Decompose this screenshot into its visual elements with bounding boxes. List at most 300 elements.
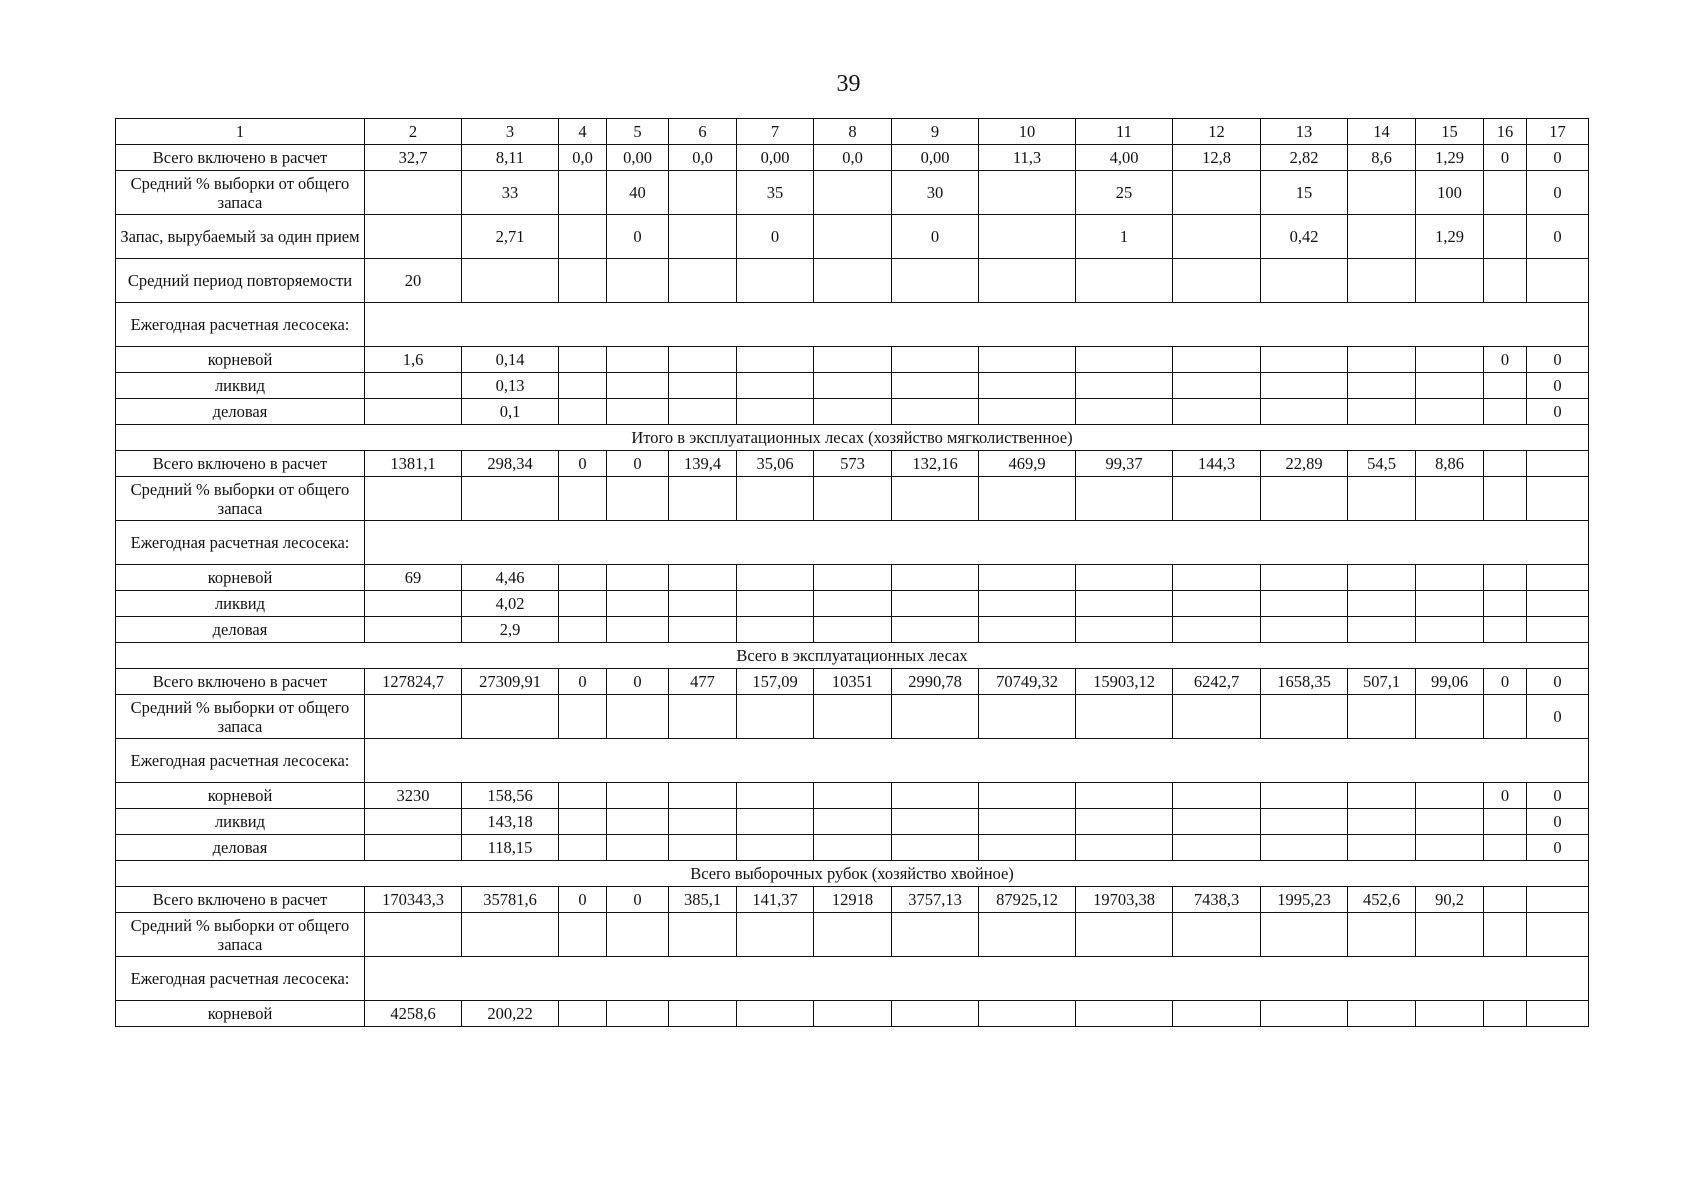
table-cell bbox=[814, 617, 892, 643]
row-label: Средний % выборки от общего запаса bbox=[116, 477, 365, 521]
table-cell bbox=[1416, 809, 1484, 835]
table-cell bbox=[607, 913, 669, 957]
table-cell bbox=[559, 373, 607, 399]
table-cell: 11,3 bbox=[979, 145, 1076, 171]
row-label: Ежегодная расчетная лесосека: bbox=[116, 739, 365, 783]
subheading-row bbox=[116, 957, 1589, 1001]
table-cell bbox=[814, 259, 892, 303]
table-cell: 298,34 bbox=[462, 451, 559, 477]
table-cell bbox=[979, 695, 1076, 739]
table-cell: 2990,78 bbox=[892, 669, 979, 695]
table-cell bbox=[814, 783, 892, 809]
table-cell bbox=[1416, 835, 1484, 861]
table-cell bbox=[1484, 591, 1527, 617]
table-cell bbox=[1261, 617, 1348, 643]
table-cell bbox=[979, 259, 1076, 303]
table-cell bbox=[1348, 783, 1416, 809]
table-cell: 469,9 bbox=[979, 451, 1076, 477]
table-row bbox=[116, 451, 1589, 477]
table-cell: 0,42 bbox=[1261, 215, 1348, 259]
table-cell bbox=[1076, 1001, 1173, 1027]
table-cell bbox=[559, 809, 607, 835]
table-cell bbox=[1348, 913, 1416, 957]
table-cell bbox=[1173, 259, 1261, 303]
column-number-cell: 4 bbox=[559, 119, 607, 145]
table-cell bbox=[892, 783, 979, 809]
table-cell bbox=[559, 1001, 607, 1027]
table-cell bbox=[1076, 913, 1173, 957]
table-row bbox=[116, 591, 1589, 617]
table-cell bbox=[979, 565, 1076, 591]
table-cell: 8,6 bbox=[1348, 145, 1416, 171]
table-cell: 0,14 bbox=[462, 347, 559, 373]
table-cell bbox=[979, 783, 1076, 809]
table-cell: 90,2 bbox=[1416, 887, 1484, 913]
column-number-cell: 3 bbox=[462, 119, 559, 145]
table-cell bbox=[1261, 347, 1348, 373]
table-row bbox=[116, 259, 1589, 303]
table-row bbox=[116, 809, 1589, 835]
merged-empty-cell bbox=[365, 521, 1589, 565]
table-row bbox=[116, 215, 1589, 259]
table-cell: 20 bbox=[365, 259, 462, 303]
table-cell bbox=[1484, 373, 1527, 399]
table-cell bbox=[669, 617, 737, 643]
table-cell bbox=[1173, 565, 1261, 591]
table-cell: 2,9 bbox=[462, 617, 559, 643]
table-cell bbox=[365, 399, 462, 425]
table-cell: 0 bbox=[1484, 783, 1527, 809]
table-cell bbox=[1076, 617, 1173, 643]
table-row bbox=[116, 565, 1589, 591]
table-cell bbox=[814, 347, 892, 373]
table-cell bbox=[892, 347, 979, 373]
section-header-row bbox=[116, 643, 1589, 669]
table-cell bbox=[1348, 171, 1416, 215]
table-cell: 0,00 bbox=[737, 145, 814, 171]
table-cell: 100 bbox=[1416, 171, 1484, 215]
table-cell: 144,3 bbox=[1173, 451, 1261, 477]
table-cell: 170343,3 bbox=[365, 887, 462, 913]
table-cell bbox=[1173, 617, 1261, 643]
table-cell bbox=[1416, 783, 1484, 809]
table-cell bbox=[669, 695, 737, 739]
column-number-cell: 5 bbox=[607, 119, 669, 145]
table-cell bbox=[607, 835, 669, 861]
table-cell: 4,00 bbox=[1076, 145, 1173, 171]
table-cell bbox=[607, 783, 669, 809]
table-cell bbox=[462, 477, 559, 521]
table-cell: 0,00 bbox=[892, 145, 979, 171]
table-cell bbox=[1076, 591, 1173, 617]
row-label: Средний % выборки от общего запаса bbox=[116, 695, 365, 739]
table-cell bbox=[1173, 835, 1261, 861]
table-cell bbox=[1416, 259, 1484, 303]
table-cell: 12918 bbox=[814, 887, 892, 913]
table-cell bbox=[1484, 887, 1527, 913]
row-label: Средний период повторяемости bbox=[116, 259, 365, 303]
table-cell bbox=[1416, 477, 1484, 521]
table-cell bbox=[1261, 1001, 1348, 1027]
table-cell bbox=[1261, 591, 1348, 617]
table-cell bbox=[1416, 695, 1484, 739]
forest-calculation-table bbox=[115, 118, 1589, 1027]
table-cell bbox=[559, 695, 607, 739]
table-cell bbox=[669, 259, 737, 303]
table-cell: 3757,13 bbox=[892, 887, 979, 913]
table-cell bbox=[737, 1001, 814, 1027]
table-cell bbox=[1484, 259, 1527, 303]
table-cell: 69 bbox=[365, 565, 462, 591]
table-cell bbox=[462, 259, 559, 303]
table-row bbox=[116, 477, 1589, 521]
table-cell bbox=[607, 809, 669, 835]
table-cell: 0 bbox=[892, 215, 979, 259]
table-cell bbox=[559, 477, 607, 521]
table-cell bbox=[365, 215, 462, 259]
table-cell bbox=[814, 399, 892, 425]
subheading-row bbox=[116, 303, 1589, 347]
table-cell: 0,1 bbox=[462, 399, 559, 425]
table-cell: 1,6 bbox=[365, 347, 462, 373]
table-cell bbox=[979, 399, 1076, 425]
table-cell: 0 bbox=[607, 215, 669, 259]
table-cell: 0 bbox=[607, 669, 669, 695]
table-cell bbox=[814, 809, 892, 835]
table-cell: 8,11 bbox=[462, 145, 559, 171]
row-label: Ежегодная расчетная лесосека: bbox=[116, 521, 365, 565]
table-cell bbox=[1416, 1001, 1484, 1027]
table-cell bbox=[607, 347, 669, 373]
table-cell bbox=[365, 809, 462, 835]
table-cell bbox=[1173, 399, 1261, 425]
table-cell: 99,37 bbox=[1076, 451, 1173, 477]
table-cell bbox=[1348, 809, 1416, 835]
table-cell bbox=[365, 477, 462, 521]
row-label: Всего включено в расчет bbox=[116, 669, 365, 695]
table-cell bbox=[737, 913, 814, 957]
table-cell bbox=[737, 783, 814, 809]
table-cell bbox=[669, 373, 737, 399]
table-cell: 0 bbox=[1527, 783, 1589, 809]
table-cell bbox=[669, 783, 737, 809]
merged-empty-cell bbox=[365, 957, 1589, 1001]
table-cell bbox=[1527, 617, 1589, 643]
table-cell bbox=[1348, 565, 1416, 591]
subheading-row bbox=[116, 739, 1589, 783]
table-cell: 6242,7 bbox=[1173, 669, 1261, 695]
table-cell bbox=[1076, 399, 1173, 425]
table-cell bbox=[559, 591, 607, 617]
table-cell: 0 bbox=[559, 451, 607, 477]
column-number-cell: 11 bbox=[1076, 119, 1173, 145]
table-cell bbox=[1261, 695, 1348, 739]
table-cell bbox=[1527, 1001, 1589, 1027]
table-cell bbox=[1261, 783, 1348, 809]
table-cell: 30 bbox=[892, 171, 979, 215]
table-cell bbox=[669, 347, 737, 373]
table-cell bbox=[1173, 913, 1261, 957]
table-cell bbox=[814, 215, 892, 259]
table-cell: 0 bbox=[1484, 145, 1527, 171]
table-cell bbox=[1416, 399, 1484, 425]
table-cell bbox=[1261, 835, 1348, 861]
table-cell: 32,7 bbox=[365, 145, 462, 171]
table-cell bbox=[607, 591, 669, 617]
table-cell: 0 bbox=[559, 887, 607, 913]
table-cell bbox=[979, 591, 1076, 617]
table-cell bbox=[1173, 809, 1261, 835]
table-cell bbox=[559, 913, 607, 957]
table-cell bbox=[1484, 451, 1527, 477]
table-cell bbox=[1484, 695, 1527, 739]
table-cell bbox=[1076, 835, 1173, 861]
table-cell: 27309,91 bbox=[462, 669, 559, 695]
table-cell: 200,22 bbox=[462, 1001, 559, 1027]
table-cell: 70749,32 bbox=[979, 669, 1076, 695]
table-cell bbox=[892, 259, 979, 303]
table-cell bbox=[1076, 695, 1173, 739]
table-cell bbox=[1484, 1001, 1527, 1027]
column-number-cell: 7 bbox=[737, 119, 814, 145]
table-cell bbox=[669, 591, 737, 617]
row-label: Всего включено в расчет bbox=[116, 451, 365, 477]
table-cell bbox=[1348, 591, 1416, 617]
table-cell: 25 bbox=[1076, 171, 1173, 215]
table-cell: 1658,35 bbox=[1261, 669, 1348, 695]
table-cell bbox=[1261, 809, 1348, 835]
table-cell bbox=[814, 913, 892, 957]
table-cell: 0 bbox=[1484, 669, 1527, 695]
table-cell: 132,16 bbox=[892, 451, 979, 477]
table-cell bbox=[607, 617, 669, 643]
row-label: деловая bbox=[116, 835, 365, 861]
row-label: ликвид bbox=[116, 373, 365, 399]
table-cell: 2,82 bbox=[1261, 145, 1348, 171]
table-cell: 3230 bbox=[365, 783, 462, 809]
table-cell bbox=[1484, 477, 1527, 521]
row-label: Ежегодная расчетная лесосека: bbox=[116, 303, 365, 347]
column-number-cell: 10 bbox=[979, 119, 1076, 145]
table-cell bbox=[1348, 373, 1416, 399]
table-cell: 118,15 bbox=[462, 835, 559, 861]
row-label: корневой bbox=[116, 565, 365, 591]
table-cell bbox=[559, 835, 607, 861]
row-label: ликвид bbox=[116, 809, 365, 835]
table-cell bbox=[979, 373, 1076, 399]
table-row bbox=[116, 145, 1589, 171]
table-cell bbox=[814, 835, 892, 861]
table-cell bbox=[559, 783, 607, 809]
table-cell bbox=[1484, 835, 1527, 861]
table-cell bbox=[1348, 477, 1416, 521]
table-cell bbox=[365, 171, 462, 215]
table-cell bbox=[737, 259, 814, 303]
table-cell: 0 bbox=[1527, 695, 1589, 739]
column-number-cell: 14 bbox=[1348, 119, 1416, 145]
table-cell bbox=[737, 591, 814, 617]
section-title: Всего в эксплуатационных лесах bbox=[116, 643, 1589, 669]
table-cell bbox=[892, 373, 979, 399]
table-cell: 0,0 bbox=[814, 145, 892, 171]
table-cell: 0 bbox=[607, 451, 669, 477]
table-cell bbox=[1076, 783, 1173, 809]
table-cell bbox=[892, 1001, 979, 1027]
table-cell bbox=[1173, 783, 1261, 809]
section-header-row bbox=[116, 425, 1589, 451]
table-cell bbox=[1261, 565, 1348, 591]
table-cell bbox=[737, 347, 814, 373]
table-cell bbox=[559, 565, 607, 591]
table-cell bbox=[559, 617, 607, 643]
table-cell bbox=[1527, 565, 1589, 591]
table-row bbox=[116, 669, 1589, 695]
table-cell: 127824,7 bbox=[365, 669, 462, 695]
table-cell: 1381,1 bbox=[365, 451, 462, 477]
table-cell bbox=[892, 591, 979, 617]
column-number-cell: 17 bbox=[1527, 119, 1589, 145]
column-number-row bbox=[116, 119, 1589, 145]
page-number: 39 bbox=[836, 71, 861, 97]
table-cell bbox=[365, 695, 462, 739]
table-cell bbox=[1416, 347, 1484, 373]
table-cell bbox=[607, 259, 669, 303]
table-cell bbox=[1173, 591, 1261, 617]
row-label: корневой bbox=[116, 1001, 365, 1027]
table-cell bbox=[1484, 809, 1527, 835]
table-cell bbox=[892, 399, 979, 425]
table-cell: 0,0 bbox=[669, 145, 737, 171]
table-cell bbox=[1076, 347, 1173, 373]
table-cell: 2,71 bbox=[462, 215, 559, 259]
table-row bbox=[116, 171, 1589, 215]
table-cell bbox=[1416, 373, 1484, 399]
table-cell bbox=[979, 171, 1076, 215]
table-cell: 0,0 bbox=[559, 145, 607, 171]
table-cell bbox=[979, 809, 1076, 835]
section-header-row bbox=[116, 861, 1589, 887]
table-cell: 157,09 bbox=[737, 669, 814, 695]
table-cell bbox=[1527, 591, 1589, 617]
column-number-cell: 12 bbox=[1173, 119, 1261, 145]
table-cell: 35,06 bbox=[737, 451, 814, 477]
column-number-cell: 1 bbox=[116, 119, 365, 145]
table-cell bbox=[814, 1001, 892, 1027]
table-cell bbox=[814, 373, 892, 399]
table-cell bbox=[669, 399, 737, 425]
section-title: Итого в эксплуатационных лесах (хозяйство мягколиственное) bbox=[116, 425, 1589, 451]
table-cell bbox=[1261, 259, 1348, 303]
table-cell bbox=[1416, 913, 1484, 957]
table-cell bbox=[737, 695, 814, 739]
table-cell: 7438,3 bbox=[1173, 887, 1261, 913]
table-cell bbox=[1527, 451, 1589, 477]
column-number-cell: 16 bbox=[1484, 119, 1527, 145]
row-label: корневой bbox=[116, 783, 365, 809]
table-cell: 1,29 bbox=[1416, 215, 1484, 259]
column-number-cell: 15 bbox=[1416, 119, 1484, 145]
table-cell: 40 bbox=[607, 171, 669, 215]
table-cell bbox=[737, 565, 814, 591]
table-cell bbox=[1173, 373, 1261, 399]
column-number-cell: 2 bbox=[365, 119, 462, 145]
row-label: Средний % выборки от общего запаса bbox=[116, 913, 365, 957]
table-cell bbox=[979, 347, 1076, 373]
table-cell bbox=[607, 565, 669, 591]
table-row bbox=[116, 887, 1589, 913]
table-cell bbox=[1348, 1001, 1416, 1027]
table-cell bbox=[669, 913, 737, 957]
table-cell: 0 bbox=[1527, 145, 1589, 171]
table-cell: 0 bbox=[1527, 669, 1589, 695]
table-cell bbox=[1527, 259, 1589, 303]
table-row bbox=[116, 347, 1589, 373]
table-cell bbox=[979, 477, 1076, 521]
table-cell bbox=[892, 477, 979, 521]
table-cell: 0 bbox=[607, 887, 669, 913]
table-cell: 10351 bbox=[814, 669, 892, 695]
table-cell bbox=[1348, 835, 1416, 861]
table-cell: 143,18 bbox=[462, 809, 559, 835]
table-cell: 99,06 bbox=[1416, 669, 1484, 695]
table-cell bbox=[1348, 347, 1416, 373]
table-cell: 0 bbox=[1527, 215, 1589, 259]
table-cell bbox=[1076, 259, 1173, 303]
table-cell: 4,46 bbox=[462, 565, 559, 591]
table-cell: 22,89 bbox=[1261, 451, 1348, 477]
table-row bbox=[116, 373, 1589, 399]
table-cell bbox=[669, 1001, 737, 1027]
table-cell bbox=[1416, 591, 1484, 617]
table-cell bbox=[1416, 617, 1484, 643]
table-cell: 0 bbox=[1527, 347, 1589, 373]
table-cell bbox=[737, 373, 814, 399]
table-cell bbox=[1076, 565, 1173, 591]
table-cell bbox=[1348, 617, 1416, 643]
table-cell bbox=[462, 913, 559, 957]
table-cell bbox=[607, 477, 669, 521]
table-cell bbox=[607, 695, 669, 739]
table-cell bbox=[1173, 477, 1261, 521]
table-cell bbox=[1484, 399, 1527, 425]
table-cell bbox=[737, 835, 814, 861]
table-cell: 1 bbox=[1076, 215, 1173, 259]
table-cell: 15903,12 bbox=[1076, 669, 1173, 695]
table-cell bbox=[607, 399, 669, 425]
table-cell bbox=[892, 809, 979, 835]
table-cell bbox=[559, 215, 607, 259]
section-title: Всего выборочных рубок (хозяйство хвойное) bbox=[116, 861, 1589, 887]
table-cell bbox=[892, 913, 979, 957]
table-cell: 33 bbox=[462, 171, 559, 215]
table-row bbox=[116, 913, 1589, 957]
table-cell bbox=[979, 617, 1076, 643]
table-cell bbox=[737, 809, 814, 835]
table-cell bbox=[737, 477, 814, 521]
table-cell: 0 bbox=[737, 215, 814, 259]
table-cell: 158,56 bbox=[462, 783, 559, 809]
row-label: Средний % выборки от общего запаса bbox=[116, 171, 365, 215]
table-cell: 0 bbox=[1527, 809, 1589, 835]
table-cell bbox=[559, 347, 607, 373]
table-cell bbox=[979, 835, 1076, 861]
table-cell bbox=[365, 913, 462, 957]
table-cell bbox=[669, 809, 737, 835]
table-cell: 0 bbox=[1527, 835, 1589, 861]
table-cell: 87925,12 bbox=[979, 887, 1076, 913]
table-cell bbox=[607, 373, 669, 399]
row-label: корневой bbox=[116, 347, 365, 373]
